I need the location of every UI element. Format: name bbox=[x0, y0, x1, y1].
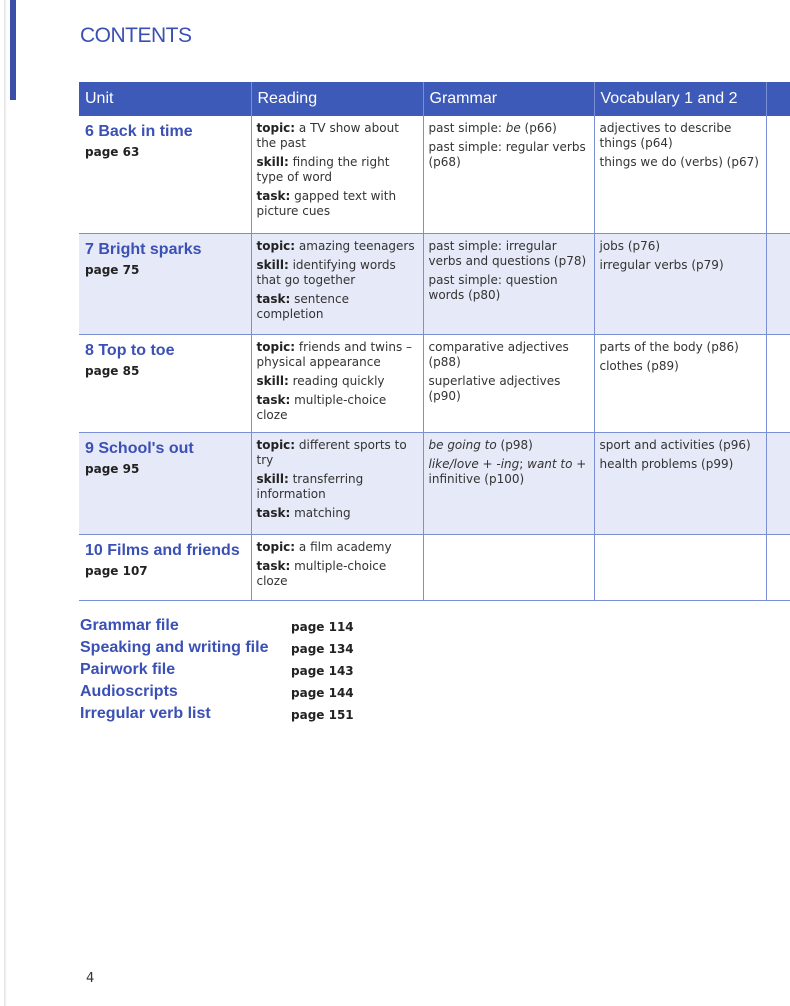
reading-cell bbox=[251, 334, 423, 432]
overflow-cell bbox=[766, 534, 790, 600]
vocabulary-cell bbox=[594, 534, 766, 600]
reading-text: different sports to try bbox=[256, 437, 407, 467]
grammar-line bbox=[429, 438, 589, 453]
unit-title[interactable]: 6 Back in time bbox=[85, 123, 193, 140]
unit-cell bbox=[79, 334, 251, 432]
page-binding-edge bbox=[10, 0, 16, 100]
page-title: CONTENTS bbox=[80, 24, 192, 47]
unit-page: page 85 bbox=[85, 363, 140, 378]
grammar-cell bbox=[423, 432, 594, 534]
reading-line bbox=[257, 540, 418, 555]
reading-line bbox=[257, 121, 418, 151]
unit-cell bbox=[79, 233, 251, 334]
overflow-cell bbox=[766, 116, 790, 233]
reading-line bbox=[257, 239, 418, 254]
reading-label: topic: bbox=[256, 121, 296, 135]
contents-table bbox=[79, 82, 790, 601]
reading-line bbox=[257, 258, 418, 288]
file-label[interactable]: Audioscripts bbox=[80, 683, 178, 700]
file-list-item[interactable] bbox=[80, 661, 380, 683]
reading-label: topic: bbox=[256, 339, 296, 354]
file-list bbox=[80, 617, 380, 727]
unit-title[interactable]: 10 Films and friends bbox=[85, 541, 240, 559]
grammar-cell bbox=[423, 334, 594, 432]
reading-line bbox=[257, 506, 418, 521]
reading-text: sentence completion bbox=[256, 291, 349, 321]
file-label[interactable]: Grammar file bbox=[80, 617, 179, 634]
reading-cell bbox=[251, 116, 423, 233]
reading-label: task: bbox=[256, 392, 291, 407]
file-list-item[interactable] bbox=[80, 639, 380, 661]
table-header-row bbox=[79, 82, 790, 116]
reading-text: reading quickly bbox=[288, 373, 385, 388]
file-list-item[interactable] bbox=[80, 705, 380, 727]
reading-line bbox=[257, 559, 418, 589]
grammar-text: past simple: irregular verbs and questions (p78) bbox=[428, 238, 587, 268]
reading-text: transferring information bbox=[256, 471, 364, 501]
grammar-line bbox=[429, 457, 589, 487]
grammar-text: like/love bbox=[428, 456, 479, 471]
reading-label: task: bbox=[256, 505, 291, 520]
header-vocabulary: Vocabulary 1 and 2 bbox=[594, 82, 766, 116]
grammar-text: want to bbox=[527, 456, 573, 471]
vocabulary-cell bbox=[594, 233, 766, 334]
reading-label: skill: bbox=[256, 257, 289, 272]
grammar-line bbox=[429, 340, 589, 370]
vocabulary-line: sport and activities (p96) bbox=[599, 437, 751, 452]
reading-label: task: bbox=[256, 558, 291, 573]
reading-text: friends and twins – physical appearance bbox=[256, 339, 413, 369]
reading-line bbox=[257, 374, 418, 389]
vocabulary-line: jobs (p76) bbox=[599, 238, 661, 253]
reading-line bbox=[257, 340, 418, 370]
grammar-text: + bbox=[478, 456, 497, 471]
table-row bbox=[79, 534, 790, 600]
reading-line bbox=[257, 155, 418, 185]
file-list-item[interactable] bbox=[80, 617, 380, 639]
vocabulary-line: irregular verbs (p79) bbox=[599, 257, 724, 272]
reading-label: skill: bbox=[256, 155, 289, 169]
reading-line bbox=[257, 438, 418, 468]
reading-text: amazing teenagers bbox=[295, 238, 415, 253]
table-row bbox=[79, 432, 790, 534]
overflow-cell bbox=[766, 334, 790, 432]
reading-label: topic: bbox=[256, 539, 296, 554]
vocabulary-line: health problems (p99) bbox=[599, 456, 734, 471]
header-reading: Reading bbox=[251, 82, 423, 116]
unit-title[interactable]: 8 Top to toe bbox=[85, 341, 175, 359]
grammar-text: past simple: bbox=[428, 121, 506, 135]
unit-title[interactable]: 7 Bright sparks bbox=[85, 240, 202, 258]
grammar-line bbox=[429, 374, 589, 404]
grammar-text: past simple: question words (p80) bbox=[428, 272, 558, 302]
grammar-text: be bbox=[505, 121, 521, 135]
file-list-item[interactable] bbox=[80, 683, 380, 705]
table-row bbox=[79, 116, 790, 233]
reading-label: task: bbox=[256, 291, 291, 306]
unit-page: page 63 bbox=[85, 145, 140, 159]
header-grammar: Grammar bbox=[423, 82, 594, 116]
grammar-line bbox=[429, 140, 589, 170]
reading-text: a film academy bbox=[295, 539, 392, 554]
unit-page: page 95 bbox=[85, 461, 140, 476]
reading-text: gapped text with picture cues bbox=[256, 189, 397, 218]
grammar-cell bbox=[423, 233, 594, 334]
overflow-cell bbox=[766, 432, 790, 534]
reading-label: topic: bbox=[256, 437, 296, 452]
reading-text: finding the right type of word bbox=[256, 155, 390, 184]
overflow-cell bbox=[766, 233, 790, 334]
reading-text: multiple-choice cloze bbox=[256, 558, 387, 588]
file-page: page 134 bbox=[291, 642, 354, 656]
grammar-text: -ing bbox=[496, 456, 520, 471]
vocabulary-cell bbox=[594, 334, 766, 432]
file-label[interactable]: Irregular verb list bbox=[80, 705, 211, 722]
header-overflow-column bbox=[766, 82, 790, 116]
grammar-text: ; bbox=[519, 456, 528, 471]
table-body bbox=[79, 116, 790, 600]
vocabulary-line: adjectives to describe things (p64) bbox=[599, 121, 732, 150]
reading-line bbox=[257, 472, 418, 502]
reading-line bbox=[257, 393, 418, 423]
grammar-text: be going to bbox=[428, 437, 497, 452]
grammar-text: + infinitive (p100) bbox=[428, 456, 587, 486]
grammar-text: (p98) bbox=[496, 437, 533, 452]
reading-label: skill: bbox=[256, 373, 289, 388]
file-label[interactable]: Pairwork file bbox=[80, 661, 176, 678]
reading-line bbox=[257, 189, 418, 219]
reading-cell bbox=[251, 233, 423, 334]
reading-text: matching bbox=[290, 505, 351, 520]
table-row bbox=[79, 233, 790, 334]
file-label[interactable]: Speaking and writing file bbox=[80, 639, 269, 656]
unit-cell bbox=[79, 534, 251, 600]
header-unit: Unit bbox=[79, 82, 251, 116]
reading-label: topic: bbox=[256, 238, 296, 253]
table-row bbox=[79, 334, 790, 432]
page-number: 4 bbox=[86, 971, 95, 986]
unit-cell bbox=[79, 432, 251, 534]
reading-label: task: bbox=[256, 189, 291, 203]
grammar-line bbox=[429, 121, 589, 136]
grammar-cell bbox=[423, 534, 594, 600]
grammar-text: (p66) bbox=[520, 121, 557, 135]
grammar-text: past simple: regular verbs (p68) bbox=[428, 140, 586, 169]
reading-text: identifying words that go together bbox=[256, 257, 396, 287]
file-page: page 143 bbox=[291, 664, 354, 678]
file-page: page 151 bbox=[291, 708, 354, 722]
file-page: page 114 bbox=[291, 620, 354, 634]
grammar-line bbox=[429, 239, 589, 269]
file-page: page 144 bbox=[291, 686, 354, 700]
reading-text: multiple-choice cloze bbox=[256, 392, 387, 422]
grammar-text: comparative adjectives (p88) bbox=[428, 339, 569, 369]
vocabulary-line: parts of the body (p86) bbox=[599, 339, 739, 354]
unit-page: page 107 bbox=[85, 563, 148, 578]
vocabulary-cell bbox=[594, 432, 766, 534]
page-binding-shadow bbox=[4, 0, 7, 1006]
unit-title[interactable]: 9 School's out bbox=[85, 439, 194, 457]
grammar-text: superlative adjectives (p90) bbox=[428, 373, 561, 403]
reading-text: a TV show about the past bbox=[256, 121, 399, 150]
unit-page: page 75 bbox=[85, 262, 140, 277]
vocabulary-cell bbox=[594, 116, 766, 233]
vocabulary-line: things we do (verbs) (p67) bbox=[599, 155, 759, 169]
reading-label: skill: bbox=[256, 471, 289, 486]
reading-cell bbox=[251, 534, 423, 600]
grammar-cell bbox=[423, 116, 594, 233]
reading-line bbox=[257, 292, 418, 322]
vocabulary-line: clothes (p89) bbox=[599, 358, 679, 373]
unit-cell bbox=[79, 116, 251, 233]
reading-cell bbox=[251, 432, 423, 534]
grammar-line bbox=[429, 273, 589, 303]
